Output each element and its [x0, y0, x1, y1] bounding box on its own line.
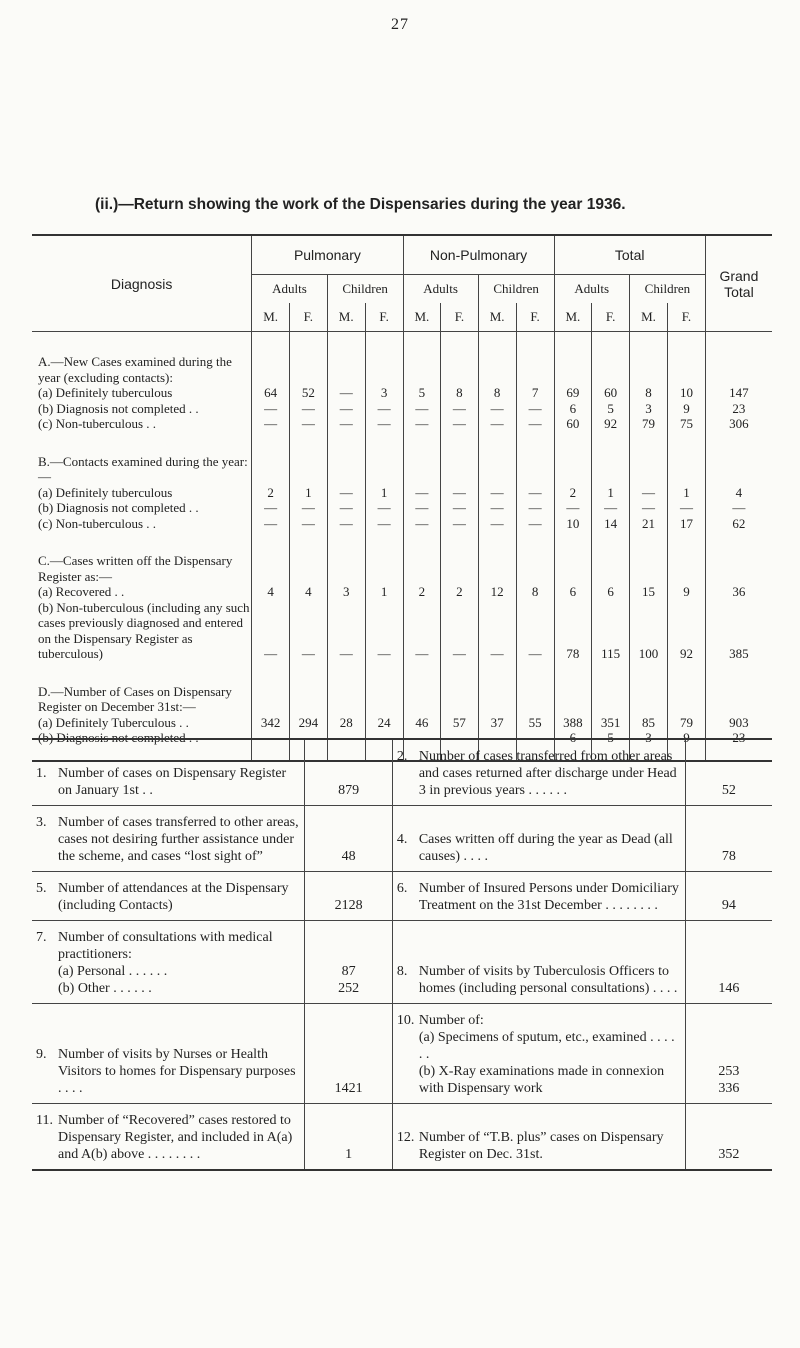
value-cell: 6: [554, 584, 592, 600]
item-text: Number of cases transferred to other areas, cases not desiring further assistance under the scheme, and cases “lost sight of”: [58, 815, 299, 864]
summary-value: [685, 921, 772, 1004]
item-number: 3.: [36, 815, 47, 830]
value-cell: 9: [668, 730, 706, 746]
summary-row: [32, 806, 772, 872]
item-number: 1.: [36, 766, 47, 781]
value-cell: —: [441, 500, 479, 516]
value-cell: 8: [478, 385, 516, 401]
value-cell: 5: [403, 385, 441, 401]
sex-header: F.: [441, 303, 479, 332]
value-cell: —: [668, 500, 706, 516]
item-text: Number of “Recovered” cases restored to Dispensary Register, and included in A(a) and A(b) above . . . . . . . .: [58, 1113, 293, 1162]
value-cell: —: [327, 401, 365, 417]
item-text: Number of cases transferred from other areas and cases returned after discharge under Head 3 in previous years . . . . . .: [418, 749, 677, 798]
value-cell: —: [252, 600, 290, 662]
value-cell: 6: [554, 401, 592, 417]
value-cell: —: [403, 500, 441, 516]
sex-header: M.: [327, 303, 365, 332]
summary-row: [32, 1104, 772, 1171]
summary-label: [32, 806, 305, 872]
table-row: [32, 715, 772, 731]
section-spacer: [32, 432, 772, 454]
section-heading-row: [32, 684, 772, 715]
summary-value-text: 94: [721, 898, 736, 913]
summary-label: [392, 739, 685, 806]
summary-label: [32, 921, 305, 1004]
item-number: 5.: [36, 881, 47, 896]
value-cell: —: [403, 416, 441, 432]
summary-value-a: 87: [341, 964, 356, 979]
summary-value-text: 2128: [334, 898, 363, 913]
grand-total-cell: 385: [705, 600, 772, 662]
row-label: (b) Diagnosis not completed . .: [38, 500, 199, 515]
section-heading: B.—Contacts examined during the year:—: [38, 453, 248, 484]
subgroup-header: Children: [327, 275, 403, 304]
value-cell: —: [441, 416, 479, 432]
value-cell: —: [516, 401, 554, 417]
value-cell: —: [403, 401, 441, 417]
value-cell: 8: [630, 385, 668, 401]
summary-value-text: 879: [338, 783, 360, 798]
sex-header: F.: [668, 303, 706, 332]
value-cell: —: [554, 500, 592, 516]
item-text: Number of Insured Persons under Domiciliary Treatment on the 31st December . . . . . . . .: [418, 881, 679, 913]
grand-total-cell: 36: [705, 584, 772, 600]
value-cell: —: [478, 500, 516, 516]
row-label: (a) Definitely tuberculous: [38, 484, 173, 500]
value-cell: 64: [252, 385, 290, 401]
value-cell: 1: [592, 485, 630, 501]
value-cell: —: [478, 401, 516, 417]
grand-total-cell: 4: [705, 485, 772, 501]
summary-label: [392, 921, 685, 1004]
value-cell: —: [252, 730, 290, 746]
value-cell: —: [516, 516, 554, 532]
value-cell: —: [252, 500, 290, 516]
summary-row: [32, 1004, 772, 1104]
page-title: (ii.)—Return showing the work of the Dispensaries during the year 1936.: [95, 196, 626, 213]
item-number: 6.: [396, 881, 408, 896]
value-cell: —: [327, 600, 365, 662]
group-header-total: Total: [554, 235, 705, 275]
item-number: 10.: [396, 1013, 415, 1028]
grand-total-cell: 62: [705, 516, 772, 532]
value-cell: —: [516, 600, 554, 662]
row-label: (a) Definitely tuberculous: [38, 385, 173, 400]
value-cell: 6: [554, 730, 592, 746]
value-cell: —: [289, 600, 327, 662]
section-heading-row: [32, 354, 772, 385]
item-text: Cases written off during the year as Dead (all causes) . . . .: [418, 832, 673, 864]
value-cell: —: [516, 730, 554, 746]
summary-value-text: 1421: [334, 1081, 363, 1096]
value-cell: 7: [516, 385, 554, 401]
summary-value: [305, 806, 392, 872]
value-cell: 79: [630, 416, 668, 432]
section-heading-row: [32, 553, 772, 584]
table-row: [32, 584, 772, 600]
group-header-pulmonary: Pulmonary: [252, 235, 403, 275]
grand-total-header: Grand Total: [705, 235, 772, 332]
summary-value: [685, 739, 772, 806]
grand-total-cell: —: [705, 500, 772, 516]
table-row: [32, 385, 772, 401]
item-text: Number of “T.B. plus” cases on Dispensary Register on Dec. 31st.: [418, 1130, 664, 1162]
value-cell: 115: [592, 600, 630, 662]
value-cell: —: [592, 500, 630, 516]
row-label: (b) Diagnosis not completed . .: [38, 730, 199, 745]
value-cell: —: [478, 485, 516, 501]
value-cell: —: [403, 730, 441, 746]
value-cell: 9: [668, 401, 706, 417]
value-cell: 17: [668, 516, 706, 532]
value-cell: 79: [668, 715, 706, 731]
item-text: Number of visits by Nurses or Health Visitors to homes for Dispensary purposes . . . .: [58, 1047, 296, 1096]
table-body: [32, 332, 772, 761]
grand-total-cell: 147: [705, 385, 772, 401]
summary-value-a: 253: [718, 1064, 740, 1079]
sex-header: M.: [554, 303, 592, 332]
summary-value-text: 146: [718, 981, 740, 996]
value-cell: —: [365, 730, 403, 746]
value-cell: —: [403, 516, 441, 532]
item-subpart-a: (a) Personal . . . . . .: [58, 964, 168, 979]
summary-value-text: 48: [341, 849, 356, 864]
item-subpart-a: (a) Specimens of sputum, etc., examined . . . . . .: [418, 1030, 675, 1062]
value-cell: —: [365, 401, 403, 417]
table-row: [32, 401, 772, 417]
summary-table: [32, 738, 772, 1171]
value-cell: —: [403, 600, 441, 662]
value-cell: —: [478, 416, 516, 432]
value-cell: 78: [554, 600, 592, 662]
item-number: 9.: [36, 1047, 47, 1062]
section-spacer: [32, 332, 772, 355]
row-label: (c) Non-tuberculous . .: [38, 515, 157, 531]
summary-label: [32, 1104, 305, 1171]
value-cell: 75: [668, 416, 706, 432]
value-cell: —: [289, 401, 327, 417]
item-number: 2.: [396, 749, 408, 764]
value-cell: 92: [668, 600, 706, 662]
summary-value-b: 336: [718, 1081, 740, 1096]
value-cell: 69: [554, 385, 592, 401]
subgroup-header: Adults: [403, 275, 478, 304]
value-cell: —: [478, 516, 516, 532]
grand-total-cell: 306: [705, 416, 772, 432]
value-cell: 1: [365, 485, 403, 501]
value-cell: 2: [441, 584, 479, 600]
value-cell: —: [441, 600, 479, 662]
sex-header: M.: [630, 303, 668, 332]
diagnosis-header: Diagnosis: [110, 275, 173, 292]
value-cell: 5: [592, 401, 630, 417]
summary-label: [392, 1104, 685, 1171]
value-cell: 2: [252, 485, 290, 501]
summary-label: [32, 872, 305, 921]
item-text: Number of consultations with medical practitioners:: [58, 930, 273, 962]
value-cell: —: [478, 600, 516, 662]
value-cell: 2: [554, 485, 592, 501]
value-cell: —: [403, 485, 441, 501]
value-cell: —: [289, 500, 327, 516]
value-cell: 2: [403, 584, 441, 600]
value-cell: 1: [289, 485, 327, 501]
value-cell: 342: [252, 715, 290, 731]
value-cell: —: [630, 500, 668, 516]
value-cell: 21: [630, 516, 668, 532]
value-cell: 294: [289, 715, 327, 731]
value-cell: —: [441, 730, 479, 746]
sex-header: M.: [403, 303, 441, 332]
value-cell: —: [252, 401, 290, 417]
summary-row: [32, 872, 772, 921]
table-row: [32, 516, 772, 532]
value-cell: —: [478, 730, 516, 746]
item-subpart-b: (b) X-Ray examinations made in connexion with Dispensary work: [418, 1064, 665, 1096]
value-cell: 52: [289, 385, 327, 401]
value-cell: 1: [668, 485, 706, 501]
value-cell: —: [252, 516, 290, 532]
summary-value: [305, 921, 392, 1004]
subgroup-header: Children: [478, 275, 554, 304]
table-row: [32, 485, 772, 501]
row-label: (a) Definitely Tuberculous . .: [38, 714, 189, 730]
summary-value: [685, 1104, 772, 1171]
section-heading: C.—Cases written off the Dispensary Register as:—: [38, 553, 233, 584]
value-cell: 100: [630, 600, 668, 662]
summary-label: [392, 806, 685, 872]
value-cell: 8: [516, 584, 554, 600]
value-cell: 10: [554, 516, 592, 532]
value-cell: 351: [592, 715, 630, 731]
summary-value: [685, 806, 772, 872]
summary-label: [392, 872, 685, 921]
sex-header: F.: [289, 303, 327, 332]
value-cell: —: [365, 500, 403, 516]
value-cell: —: [289, 516, 327, 532]
value-cell: 14: [592, 516, 630, 532]
value-cell: —: [327, 416, 365, 432]
row-label: (b) Diagnosis not completed . .: [38, 400, 199, 416]
value-cell: —: [441, 401, 479, 417]
grand-total-cell: 23: [705, 401, 772, 417]
row-label: (b) Non-tuberculous (including any such cases previously diagnosed and entered on the Dispensary Register as tuberculous): [38, 599, 250, 661]
group-header-non-pulmonary: Non-Pulmonary: [403, 235, 554, 275]
summary-label: [32, 739, 305, 806]
value-cell: 3: [327, 584, 365, 600]
summary-value-text: 78: [721, 849, 736, 864]
grand-total-cell: 903: [705, 715, 772, 731]
summary-row: [32, 921, 772, 1004]
value-cell: 4: [252, 584, 290, 600]
value-cell: 57: [441, 715, 479, 731]
summary-value: [305, 872, 392, 921]
value-cell: —: [327, 485, 365, 501]
summary-value-text: 52: [721, 783, 736, 798]
item-number: 12.: [396, 1130, 415, 1145]
page-number: 27: [391, 16, 409, 33]
value-cell: 15: [630, 584, 668, 600]
value-cell: 1: [365, 584, 403, 600]
summary-value: [305, 1004, 392, 1104]
value-cell: —: [516, 416, 554, 432]
section-spacer: [32, 662, 772, 684]
value-cell: 5: [592, 730, 630, 746]
summary-value: [685, 1004, 772, 1104]
value-cell: —: [365, 516, 403, 532]
value-cell: 28: [327, 715, 365, 731]
value-cell: —: [516, 500, 554, 516]
sex-header: M.: [478, 303, 516, 332]
summary-value-text: 1: [345, 1147, 353, 1162]
value-cell: 6: [592, 584, 630, 600]
value-cell: 10: [668, 385, 706, 401]
subgroup-header: Adults: [554, 275, 629, 304]
value-cell: —: [289, 416, 327, 432]
sex-header: F.: [516, 303, 554, 332]
value-cell: —: [630, 485, 668, 501]
item-text: Number of cases on Dispensary Register on January 1st . .: [58, 766, 287, 798]
value-cell: 12: [478, 584, 516, 600]
value-cell: —: [289, 730, 327, 746]
item-number: 11.: [36, 1113, 53, 1128]
value-cell: —: [441, 516, 479, 532]
value-cell: 60: [554, 416, 592, 432]
value-cell: 37: [478, 715, 516, 731]
summary-label: [392, 1004, 685, 1104]
section-heading: D.—Number of Cases on Dispensary Register on December 31st:—: [38, 683, 232, 714]
summary-value-text: 352: [718, 1147, 740, 1162]
summary-label: [32, 1004, 305, 1104]
value-cell: —: [365, 416, 403, 432]
row-label: (c) Non-tuberculous . .: [38, 416, 157, 431]
table-row: [32, 600, 772, 662]
value-cell: 3: [630, 401, 668, 417]
value-cell: 55: [516, 715, 554, 731]
value-cell: —: [252, 416, 290, 432]
value-cell: —: [327, 730, 365, 746]
value-cell: 3: [630, 730, 668, 746]
value-cell: 8: [441, 385, 479, 401]
value-cell: 60: [592, 385, 630, 401]
value-cell: 92: [592, 416, 630, 432]
value-cell: —: [327, 500, 365, 516]
value-cell: 4: [289, 584, 327, 600]
section-heading: A.—New Cases examined during the year (excluding contacts):: [38, 354, 232, 385]
summary-value: [305, 1104, 392, 1171]
item-text: Number of visits by Tuberculosis Officers to homes (including personal consultations) . . . .: [418, 964, 678, 996]
value-cell: 9: [668, 584, 706, 600]
value-cell: 24: [365, 715, 403, 731]
value-cell: —: [516, 485, 554, 501]
table-row: [32, 416, 772, 432]
subgroup-header: Children: [630, 275, 706, 304]
value-cell: 388: [554, 715, 592, 731]
item-text: Number of attendances at the Dispensary (including Contacts): [58, 881, 289, 913]
value-cell: —: [441, 485, 479, 501]
summary-value-b: 252: [338, 981, 360, 996]
summary-value: [305, 739, 392, 806]
sex-header: M.: [252, 303, 290, 332]
section-spacer: [32, 531, 772, 553]
sex-header: F.: [592, 303, 630, 332]
value-cell: 46: [403, 715, 441, 731]
section-heading-row: [32, 454, 772, 485]
item-number: 8.: [396, 964, 408, 979]
value-cell: —: [365, 600, 403, 662]
item-number: 4.: [396, 832, 408, 847]
dispensary-return-table: [32, 234, 772, 762]
row-label: (a) Recovered . .: [38, 584, 125, 599]
subgroup-header: Adults: [252, 275, 327, 304]
value-cell: —: [327, 385, 365, 401]
table-row: [32, 500, 772, 516]
grand-total-cell: 23: [705, 730, 772, 746]
value-cell: 3: [365, 385, 403, 401]
summary-row: [32, 739, 772, 806]
value-cell: 85: [630, 715, 668, 731]
item-subpart-b: (b) Other . . . . . .: [58, 981, 152, 996]
sex-header: F.: [365, 303, 403, 332]
value-cell: —: [327, 516, 365, 532]
summary-value: [685, 872, 772, 921]
item-text: Number of:: [418, 1013, 484, 1028]
item-number: 7.: [36, 930, 47, 945]
